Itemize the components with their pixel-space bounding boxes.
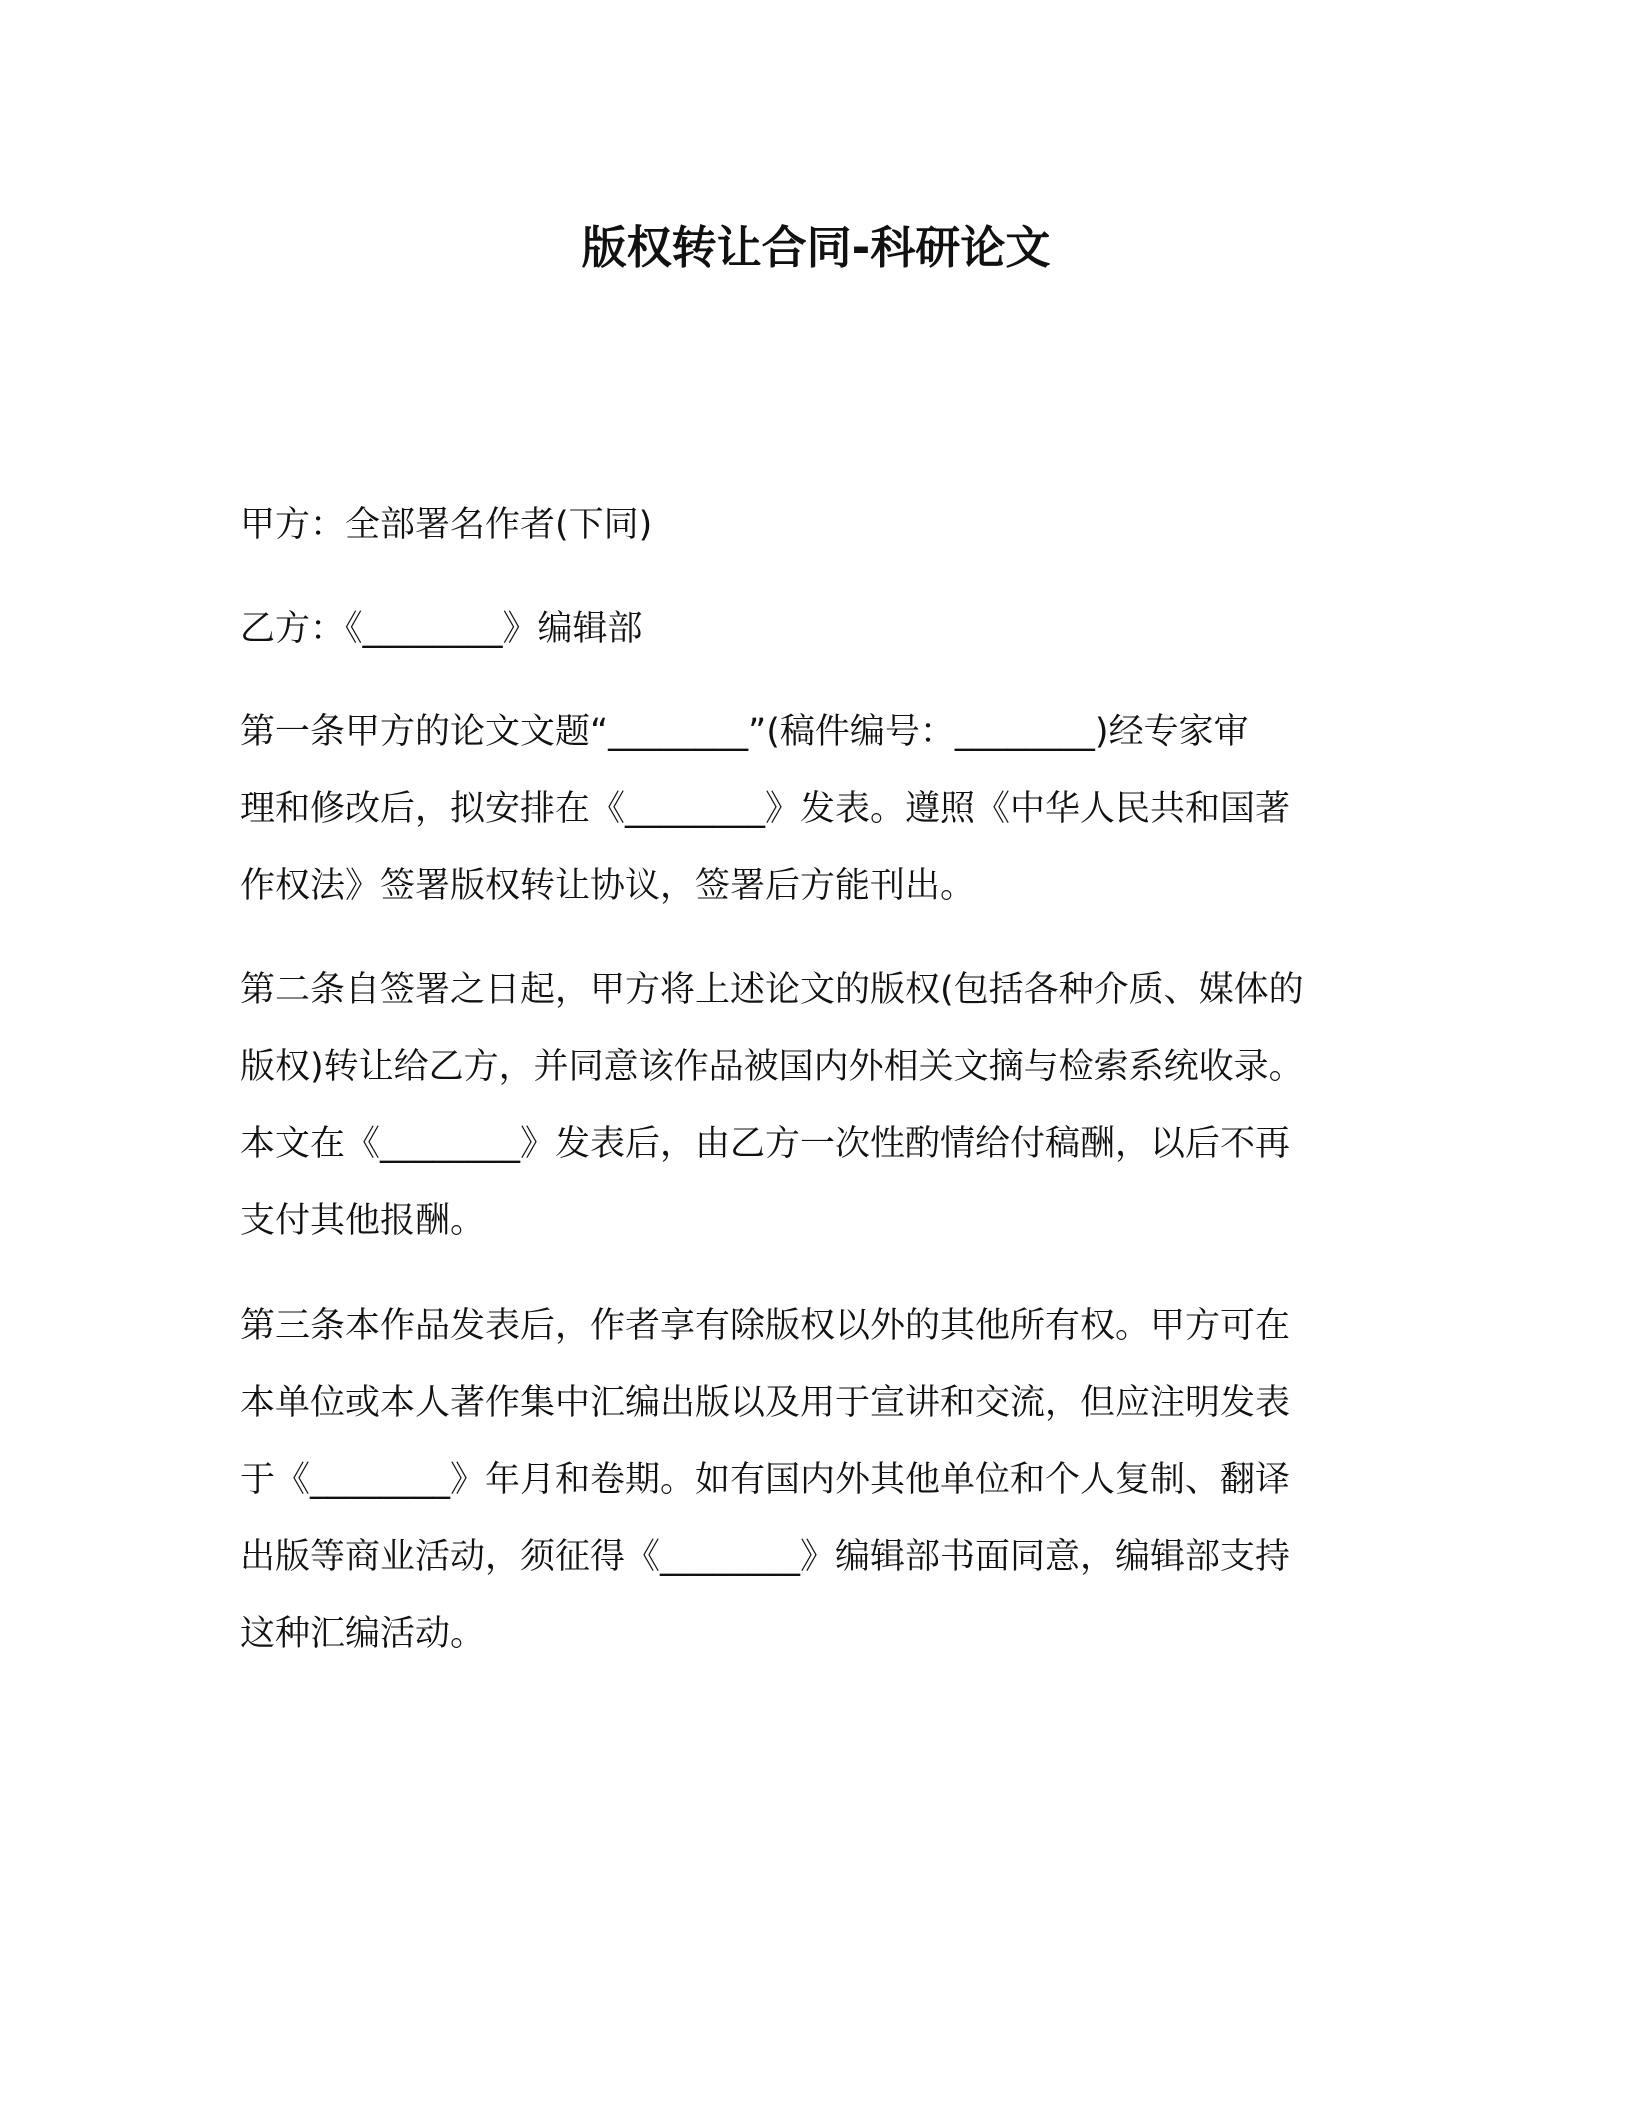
article-2-line: 支付其他报酬。: [240, 1201, 486, 1241]
article-2-line: 第二条自签署之日起，甲方将上述论文的版权(包括各种介质、媒体的: [240, 970, 1304, 1010]
party-a-line: 甲方：全部署名作者(下同): [240, 505, 653, 545]
article-3-line: 出版等商业活动，须征得《________》编辑部书面同意，编辑部支持: [240, 1537, 1291, 1577]
article-1-line: 作权法》签署版权转让协议，签署后方能刊出。: [240, 866, 976, 906]
article-1-paragraph: [240, 694, 1400, 925]
document-title: 版权转让合同-科研论文: [581, 221, 1051, 274]
article-3-paragraph: [240, 1288, 1400, 1673]
article-3-line: 第三条本作品发表后，作者享有除版权以外的其他所有权。甲方可在: [240, 1306, 1291, 1346]
article-3-line: 这种汇编活动。: [240, 1614, 486, 1654]
article-3-line: 于《________》年月和卷期。如有国内外其他单位和个人复制、翻译: [240, 1460, 1291, 1500]
article-3-line: 本单位或本人著作集中汇编出版以及用于宣讲和交流，但应注明发表: [240, 1383, 1291, 1423]
article-2-line: 本文在《________》发表后，由乙方一次性酌情给付稿酬，以后不再: [240, 1124, 1291, 1164]
article-1-line: 第一条甲方的论文文题“________”(稿件编号：________)经专家审: [240, 712, 1249, 752]
party-b-line: 乙方：《________》编辑部: [240, 609, 643, 649]
article-2-paragraph: [240, 952, 1400, 1260]
article-1-line: 理和修改后，拟安排在《________》发表。遵照《中华人民共和国著: [240, 789, 1291, 829]
article-2-line: 版权)转让给乙方，并同意该作品被国内外相关文摘与检索系统收录。: [240, 1047, 1304, 1087]
